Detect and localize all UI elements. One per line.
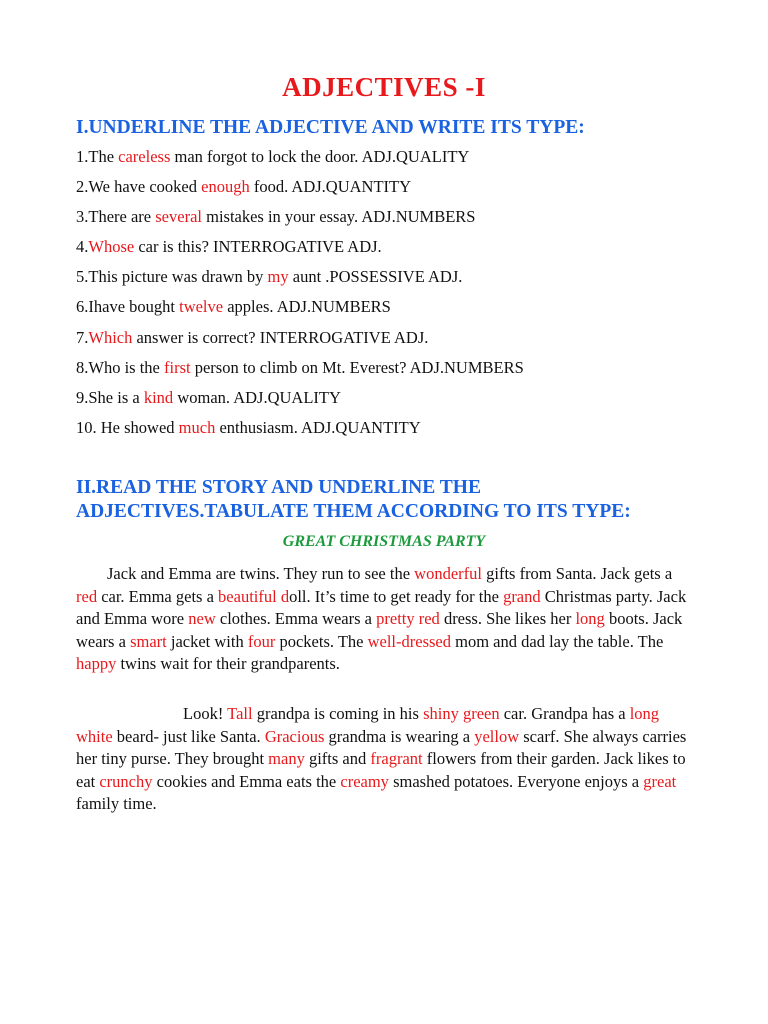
sentence-text: 8.Who is the	[76, 357, 164, 377]
story-text: grandma is wearing a	[324, 726, 475, 746]
story-text: mom and dad lay the table. The	[451, 631, 664, 651]
story-text: Jack and Emma are twins. They run to see the	[107, 564, 415, 583]
exercise-sentence	[76, 266, 716, 296]
sentence-text: 9.She is a	[76, 387, 144, 407]
adjective-word: happy	[76, 654, 117, 674]
section1-heading: I.UNDERLINE THE ADJECTIVE AND WRITE ITS TYPE:	[76, 117, 585, 138]
story-text: gifts and	[304, 749, 371, 769]
adjective-word: Gracious	[264, 726, 325, 746]
adjective-word: creamy	[340, 771, 389, 791]
exercise-sentence	[76, 236, 716, 266]
story-text: car. Grandpa has a	[499, 704, 630, 723]
story-paragraph-2	[76, 703, 696, 816]
adjective-word: Which	[88, 327, 133, 347]
adjective-word: much	[178, 417, 216, 437]
sentence-text: 1.The	[76, 147, 119, 166]
story-text: clothes. Emma wears a	[215, 609, 377, 629]
exercise-sentence	[76, 296, 716, 326]
adjective-word: long white	[76, 704, 660, 746]
sentence-text: person to climb on Mt. Everest? ADJ.NUMBERS	[190, 357, 524, 377]
story-text: family time.	[76, 794, 157, 814]
story-text: pockets. The	[275, 631, 368, 651]
story-paragraph-1	[76, 563, 696, 676]
story-text: twins wait for their grandparents.	[116, 654, 340, 674]
story-text: oll. It’s time to get ready for the	[289, 586, 504, 606]
adjective-word: fragrant	[370, 749, 423, 769]
exercise-sentence	[76, 206, 716, 236]
adjective-word: several	[155, 207, 202, 227]
sentence-text: mistakes in your essay. ADJ.NUMBERS	[201, 207, 476, 227]
adjective-word: great	[643, 771, 677, 791]
adjective-word: first	[164, 357, 191, 377]
sentence-text: food. ADJ.QUANTITY	[249, 177, 412, 197]
story-text: dress. She likes her	[439, 609, 576, 629]
sentence-text: woman. ADJ.QUALITY	[173, 387, 341, 407]
story-text: boots. Jack wears a	[76, 609, 683, 651]
adjective-word: many	[268, 749, 305, 769]
story-text: car. Emma gets a	[97, 586, 219, 606]
story-text: Look!	[183, 704, 228, 723]
story-text: gifts from Santa. Jack gets a	[481, 564, 673, 583]
adjective-word: yellow	[474, 726, 520, 746]
story-text: beard- just like Santa.	[112, 726, 265, 746]
adjective-word: wonderful	[414, 564, 482, 583]
story-title: GREAT CHRISTMAS PARTY	[282, 533, 486, 550]
adjective-word: twelve	[179, 297, 224, 317]
sentence-text: car is this? INTERROGATIVE ADJ.	[134, 237, 382, 257]
adjective-word: new	[188, 609, 216, 629]
adjective-word: Whose	[88, 237, 135, 257]
adjective-word: kind	[143, 387, 174, 407]
adjective-word: well-dressed	[367, 631, 451, 651]
adjective-word: crunchy	[99, 771, 153, 791]
adjective-word: d	[280, 586, 290, 606]
story-text: jacket with	[166, 631, 248, 651]
exercise-sentence	[76, 327, 716, 357]
sentence-text: 3.There are	[76, 207, 156, 227]
story-text: grandpa is coming in his	[252, 704, 424, 723]
adjective-word: shiny green	[423, 704, 500, 723]
adjective-word: smart	[130, 631, 167, 651]
story-text: cookies and Emma eats the	[152, 771, 341, 791]
sentence-text: 6.Ihave bought	[76, 297, 180, 317]
adjective-word: beautiful	[218, 586, 277, 606]
exercise-sentence	[76, 176, 716, 206]
story-text: smashed potatoes. Everyone enjoys a	[388, 771, 644, 791]
adjective-word: red	[76, 586, 98, 606]
exercise-list	[76, 146, 716, 447]
sentence-text: man forgot to lock the door. ADJ.QUALITY	[170, 147, 470, 166]
adjective-word: careless	[118, 147, 171, 166]
section2-heading	[76, 476, 631, 524]
sentence-text: 4.	[76, 237, 89, 257]
story-text: flowers from their garden. Jack likes to eat	[76, 749, 686, 791]
sentence-text: 10. He showed	[76, 417, 179, 437]
exercise-sentence	[76, 417, 716, 447]
adjective-word: pretty red	[376, 609, 440, 629]
exercise-sentence	[76, 146, 716, 176]
exercise-sentence	[76, 357, 716, 387]
story-text: Christmas party. Jack and Emma wore	[76, 586, 687, 629]
page-title: ADJECTIVES -I	[282, 72, 486, 102]
sentence-text: answer is correct? INTERROGATIVE ADJ.	[132, 327, 429, 347]
adjective-word: long	[575, 609, 605, 629]
sentence-text: 2.We have cooked	[76, 177, 202, 197]
sentence-text: 7.	[76, 327, 89, 347]
sentence-text: apples. ADJ.NUMBERS	[223, 297, 391, 317]
adjective-word: Tall	[227, 704, 253, 723]
adjective-word: four	[247, 631, 276, 651]
sentence-text: 5.This picture was drawn by	[76, 267, 268, 287]
adjective-word: my	[267, 267, 289, 287]
adjective-word: enough	[201, 177, 250, 197]
section2-heading-line1: II.READ THE STORY AND UNDERLINE THE	[76, 477, 481, 498]
story-text: scarf. She always carries her tiny purse. They brought	[76, 726, 687, 769]
sentence-text: enthusiasm. ADJ.QUANTITY	[215, 417, 421, 437]
section2-heading-line2: ADJECTIVES.TABULATE THEM ACCORDING TO ITS TYPE:	[76, 501, 631, 522]
exercise-sentence	[76, 387, 716, 417]
adjective-word: grand	[503, 586, 541, 606]
sentence-text: aunt .POSSESSIVE ADJ.	[288, 267, 463, 287]
